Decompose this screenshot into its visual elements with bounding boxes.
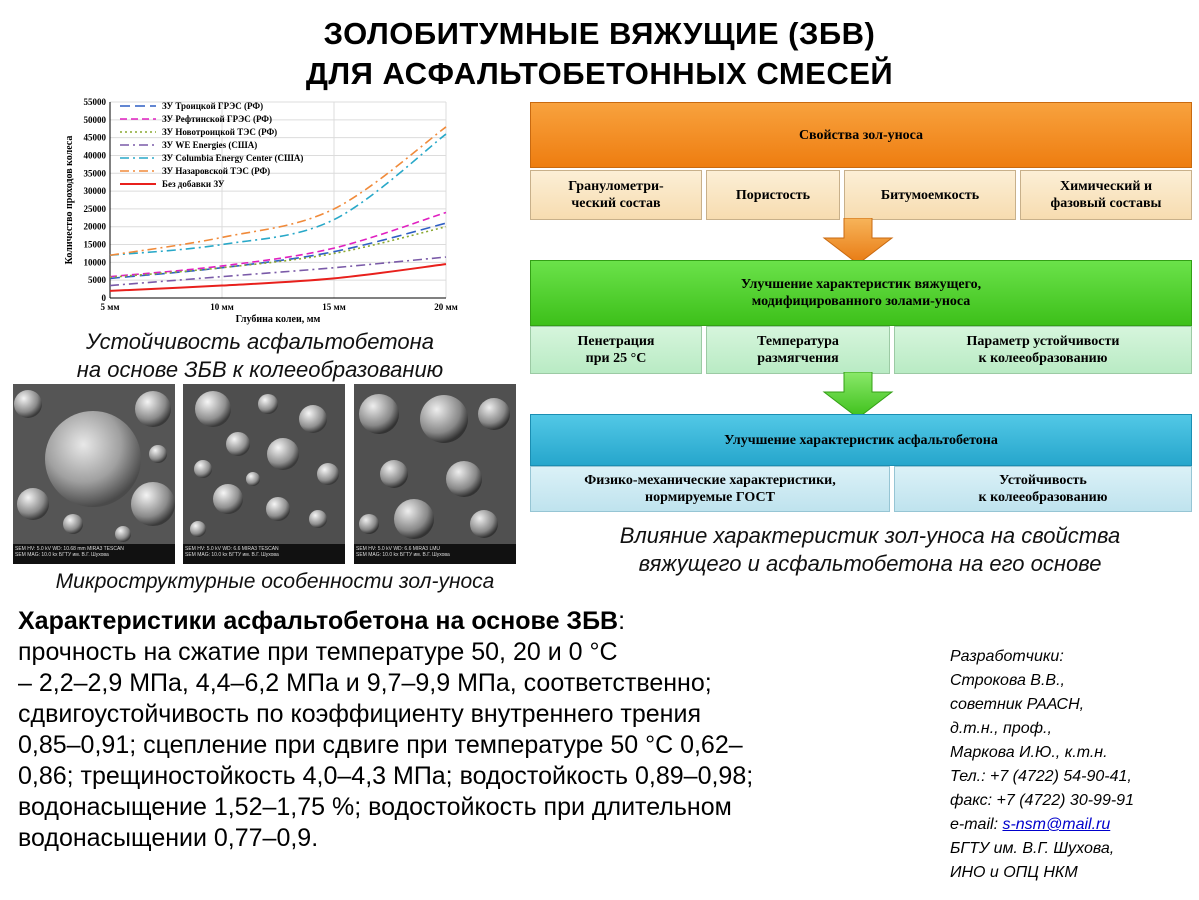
- flow-item-penetration: Пенетрация при 25 °С: [530, 326, 702, 374]
- x-tick-label: 5 мм: [100, 302, 120, 312]
- y-tick-label: 30000: [83, 186, 106, 197]
- y-tick-label: 45000: [83, 132, 106, 143]
- sem-image-1-info: SEM HV: 5.0 kV WD: 10.68 mm MIRA3 TESCAN SEM MAG: 10.0 kx БГТУ им. В.Г. Шухова: [13, 544, 175, 564]
- developers-line: советник РААСН,: [950, 696, 1085, 713]
- y-axis-label: Количество проходов колеса: [64, 135, 75, 265]
- y-tick-label: 5000: [88, 275, 106, 286]
- developers-line: ИНО и ОПЦ НКМ: [950, 864, 1078, 881]
- characteristics-block: [18, 606, 918, 854]
- flow-item-physical-mechanical: Физико-механические характеристики, нормируемые ГОСТ: [530, 466, 890, 512]
- title-line-2: ДЛЯ АСФАЛЬТОБЕТОННЫХ СМЕСЕЙ: [305, 56, 894, 91]
- characteristics-line: сдвигоустойчивость по коэффициенту внутреннего трения: [18, 700, 701, 728]
- micro-caption: Микроструктурные особенности зол-уноса: [55, 570, 495, 593]
- developers-line: Тел.: +7 (4722) 54-90-41,: [950, 768, 1132, 785]
- x-tick-label: 20 мм: [434, 302, 458, 312]
- chart-caption-line-2: на основе ЗБВ к колееобразованию: [76, 357, 444, 382]
- email-link[interactable]: s-nsm@mail.ru: [1002, 816, 1111, 833]
- legend-label: Без добавки ЗУ: [162, 179, 225, 189]
- page-title: [0, 14, 1199, 94]
- flow-caption-line-1: Влияние характеристик зол-уноса на свойства: [619, 523, 1121, 548]
- x-tick-label: 15 мм: [322, 302, 346, 312]
- legend-label: ЗУ WE Energies (США): [162, 140, 258, 150]
- legend-label: ЗУ Троицкой ГРЭС (РФ): [162, 101, 264, 111]
- rut-chart: [60, 92, 460, 334]
- developers-line: Строкова В.В.,: [950, 672, 1065, 689]
- legend-label: ЗУ Новотроицкой ТЭС (РФ): [162, 127, 278, 137]
- developers-email-line: e-mail: s-nsm@mail.ru: [950, 816, 1111, 833]
- sem-image-2: [183, 384, 345, 564]
- legend-label: ЗУ Columbia Energy Center (США): [162, 153, 304, 163]
- characteristics-heading: Характеристики асфальтобетона на основе ЗБВ:: [18, 607, 626, 635]
- series-line: [110, 264, 446, 291]
- characteristics-line: – 2,2–2,9 МПа, 4,4–6,2 МПа и 9,7–9,9 МПа, соответственно;: [18, 669, 712, 697]
- chart-caption: [20, 328, 500, 384]
- sem-image-1-picture: [13, 384, 175, 544]
- characteristics-line: водонасыщении 0,77–0,9.: [18, 824, 319, 852]
- arrow-down-green-icon: [818, 372, 898, 418]
- flow-caption: [540, 522, 1199, 578]
- characteristics-line: прочность на сжатие при температуре 50, 20 и 0 °С: [18, 638, 618, 666]
- sem-image-1: [13, 384, 175, 564]
- title-line-1: ЗОЛОБИТУМНЫЕ ВЯЖУЩИЕ (ЗБВ): [323, 16, 876, 51]
- flow-item-rut-parameter: Параметр устойчивости к колееобразованию: [894, 326, 1192, 374]
- flow-item-softening-temperature: Температура размягчения: [706, 326, 890, 374]
- legend-label: ЗУ Рефтинской ГРЭС (РФ): [162, 114, 273, 124]
- arrow-down-orange-icon: [818, 218, 898, 264]
- developers-line: БГТУ им. В.Г. Шухова,: [950, 840, 1115, 857]
- x-axis-label: Глубина колеи, мм: [235, 314, 321, 325]
- developers-block: [950, 645, 1190, 885]
- sem-image-3: [354, 384, 516, 564]
- developers-line: д.т.н., проф.,: [950, 720, 1052, 737]
- y-tick-label: 55000: [83, 97, 106, 107]
- flow-header-asphalt-improvement: Улучшение характеристик асфальтобетона: [530, 414, 1192, 466]
- y-tick-label: 15000: [83, 239, 106, 250]
- flow-header-ash-properties: Свойства зол-уноса: [530, 102, 1192, 168]
- chart-caption-line-1: Устойчивость асфальтобетона: [86, 329, 434, 354]
- y-tick-label: 25000: [83, 203, 106, 214]
- sem-image-3-picture: [354, 384, 516, 544]
- x-tick-label: 10 мм: [210, 302, 234, 312]
- flow-caption-line-2: вяжущего и асфальтобетона на его основе: [638, 551, 1102, 576]
- y-tick-label: 50000: [83, 114, 106, 125]
- y-tick-label: 40000: [83, 150, 106, 161]
- legend-label: ЗУ Назаровской ТЭС (РФ): [162, 166, 271, 176]
- sem-image-2-picture: [183, 384, 345, 544]
- characteristics-line: 0,85–0,91; сцепление при сдвиге при температуре 50 °С 0,62–: [18, 731, 743, 759]
- developers-line: Маркова И.Ю., к.т.н.: [950, 744, 1108, 761]
- flow-item-bitumen-capacity: Битумоемкость: [844, 170, 1016, 220]
- y-tick-label: 20000: [83, 221, 106, 232]
- y-tick-label: 35000: [83, 168, 106, 179]
- y-tick-label: 10000: [83, 257, 106, 268]
- sem-image-2-info: SEM HV: 5.0 kV WD: 6.6 MIRA3 TESCAN SEM MAG: 10.0 kx БГТУ им. В.Г. Шухова: [183, 544, 345, 564]
- developers-line: Разработчики:: [950, 648, 1064, 665]
- flow-item-chemical-phase: Химический и фазовый составы: [1020, 170, 1192, 220]
- y-tick-label: 0: [101, 293, 106, 303]
- flow-item-rut-resistance: Устойчивость к колееобразованию: [894, 466, 1192, 512]
- flow-item-granulometry: Гранулометри- ческий состав: [530, 170, 702, 220]
- sem-image-3-info: SEM HV: 5.0 kV WD: 6.6 MIRA3 LMU SEM MAG: 10.0 kx БГТУ им. В.Г. Шухова: [354, 544, 516, 564]
- characteristics-line: водонасыщение 1,52–1,75 %; водостойкость при длительном: [18, 793, 732, 821]
- properties-flowchart: [528, 102, 1193, 522]
- characteristics-line: 0,86; трещиностойкость 4,0–4,3 МПа; водостойкость 0,89–0,98;: [18, 762, 754, 790]
- developers-line: факс: +7 (4722) 30-99-91: [950, 792, 1134, 809]
- flow-header-binder-improvement: Улучшение характеристик вяжущего, модифицированного золами-уноса: [530, 260, 1192, 326]
- series-line: [110, 227, 446, 278]
- flow-item-porosity: Пористость: [706, 170, 840, 220]
